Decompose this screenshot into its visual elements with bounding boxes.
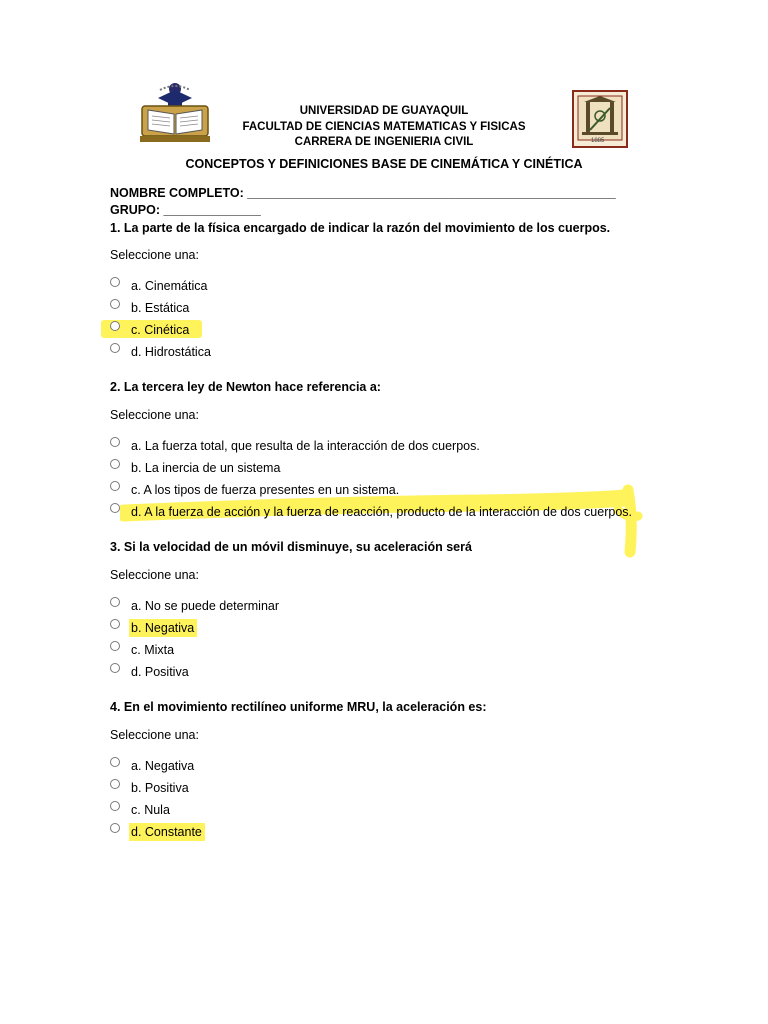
faculty-name: FACULTAD DE CIENCIAS MATEMATICAS Y FISICAS xyxy=(242,121,526,133)
radio-button[interactable] xyxy=(110,343,120,353)
option-label: a. Cinemática xyxy=(131,279,208,293)
option-label: d. A la fuerza de acción y la fuerza de reacción, producto de la interacción de dos cuerpos. xyxy=(131,505,633,519)
option-label: a. La fuerza total, que resulta de la interacción de dos cuerpos. xyxy=(131,439,480,453)
option-label: b. La inercia de un sistema xyxy=(131,461,281,475)
question-4-prompt: Seleccione una: xyxy=(110,728,199,742)
radio-button[interactable] xyxy=(110,459,120,469)
radio-button[interactable] xyxy=(110,277,120,287)
radio-button[interactable] xyxy=(110,663,120,673)
question-3-text: 3. Si la velocidad de un móvil disminuye, su aceleración será xyxy=(110,540,472,554)
radio-button[interactable] xyxy=(110,801,120,811)
option-label: b. Positiva xyxy=(131,781,189,795)
option-label: a. Negativa xyxy=(131,759,195,773)
university-name: UNIVERSIDAD DE GUAYAQUIL xyxy=(299,105,469,117)
group-field-label: GRUPO: ______________ xyxy=(110,203,261,217)
radio-button[interactable] xyxy=(110,619,120,629)
question-1-text: 1. La parte de la física encargado de indicar la razón del movimiento de los cuerpos. xyxy=(110,221,611,235)
name-field-label: NOMBRE COMPLETO: _____________________________________________________ xyxy=(110,186,616,200)
option-label: c. A los tipos de fuerza presentes en un sistema. xyxy=(131,483,400,497)
question-3-prompt: Seleccione una: xyxy=(110,568,199,582)
radio-button[interactable] xyxy=(110,437,120,447)
radio-button[interactable] xyxy=(110,597,120,607)
career-name: CARRERA DE INGENIERIA CIVIL xyxy=(294,136,474,148)
question-1-prompt: Seleccione una: xyxy=(110,248,199,262)
option-label: d. Hidrostática xyxy=(131,345,211,359)
question-2-prompt: Seleccione una: xyxy=(110,408,199,422)
seal-year: 1885 xyxy=(591,138,605,144)
question-4-text: 4. En el movimiento rectilíneo uniforme MRU, la aceleración es: xyxy=(110,700,487,714)
option-label: b. Negativa xyxy=(131,621,195,635)
page-title: CONCEPTOS Y DEFINICIONES BASE DE CINEMÁTICA Y CINÉTICA xyxy=(185,157,583,171)
radio-button[interactable] xyxy=(110,299,120,309)
radio-button[interactable] xyxy=(110,779,120,789)
option-label: d. Positiva xyxy=(131,665,189,679)
radio-button[interactable] xyxy=(110,641,120,651)
radio-button[interactable] xyxy=(110,823,120,833)
radio-button[interactable] xyxy=(110,481,120,491)
option-label: c. Cinética xyxy=(131,323,190,337)
radio-button[interactable] xyxy=(110,503,120,513)
option-label: d. Constante xyxy=(131,825,202,839)
option-label: c. Mixta xyxy=(131,643,175,657)
radio-button[interactable] xyxy=(110,321,120,331)
option-label: b. Estática xyxy=(131,301,190,315)
question-2-text: 2. La tercera ley de Newton hace referencia a: xyxy=(110,380,381,394)
radio-button[interactable] xyxy=(110,757,120,767)
option-label: a. No se puede determinar xyxy=(131,599,280,613)
option-label: c. Nula xyxy=(131,803,170,817)
